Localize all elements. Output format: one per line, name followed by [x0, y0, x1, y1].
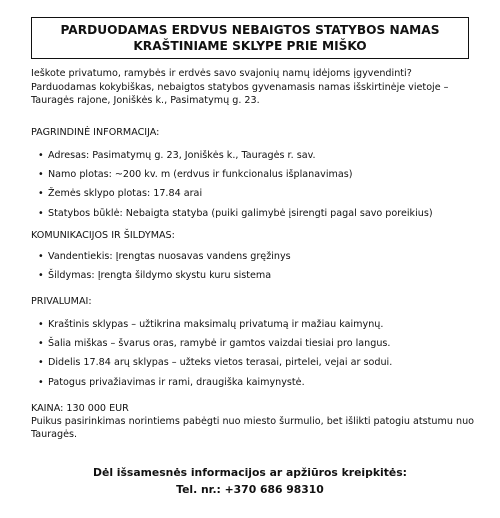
bullet-icon: •	[38, 338, 44, 350]
contact-line-1: Dėl išsamesnės informacijos ar apžiūros kreipkitės:	[93, 466, 407, 479]
intro-paragraph: Ieškote privatumo, ramybės ir erdvės savo svajonių namų idėjoms įgyvendinti? Parduodamas kokybiškas, nebaigtos statybos gyvenamasis namas išskirtinėje vietoje – Tauragės rajone, Joniškės k., Pasimatymų g. 23.	[31, 68, 449, 106]
price-note: Puikus pasirinkimas norintiems pabėgti nuo miesto šurmulio, bet išlikti patogiu atstumu nuo Tauragės.	[31, 416, 475, 440]
advantages-list	[31, 319, 471, 396]
list-item: • Kraštinis sklypas – užtikrina maksimalų privatumą ir mažiau kaimynų.	[38, 319, 384, 330]
bullet-icon: •	[38, 376, 44, 388]
title-line-2: KRAŠTINIAME SKLYPE PRIE MIŠKO	[133, 39, 367, 53]
bullet-icon: •	[38, 357, 44, 369]
list-item: • Patogus privažiavimas ir rami, draugiška kaimynystė.	[38, 376, 305, 388]
bullet-icon: •	[38, 251, 44, 262]
main-info-list	[31, 150, 471, 227]
main-info-heading: PAGRINDINĖ INFORMACIJA:	[31, 127, 160, 138]
bullet-icon: •	[38, 270, 44, 282]
list-item: • Namo plotas: ~200 kv. m (erdvus ir funkcionalus išplanavimas)	[38, 169, 353, 181]
contact-phone: Tel. nr.: +370 686 98310	[176, 483, 324, 496]
list-item: • Vandentiekis: Įrengtas nuosavas vandens gręžinys	[38, 251, 291, 262]
bullet-icon: •	[38, 150, 44, 161]
list-item: • Žemės sklypo plotas: 17.84 arai	[38, 188, 203, 200]
price-label: KAINA: 130 000 EUR	[31, 403, 129, 414]
list-item: • Didelis 17.84 arų sklypas – užteks vietos terasai, pirtelei, vejai ar sodui.	[38, 357, 393, 369]
bullet-icon: •	[38, 188, 44, 200]
list-item: • Adresas: Pasimatymų g. 23, Joniškės k., Tauragės r. sav.	[38, 150, 316, 161]
list-item: • Šalia miškas – švarus oras, ramybė ir gamtos vaizdai tiesiai pro langus.	[38, 338, 391, 350]
utilities-list	[31, 251, 471, 289]
bullet-icon: •	[38, 169, 44, 181]
bullet-icon: •	[38, 319, 44, 330]
list-item: • Šildymas: Įrengta šildymo skystu kuru sistema	[38, 270, 272, 282]
title-line-1: PARDUODAMAS ERDVUS NEBAIGTOS STATYBOS NAMAS	[60, 23, 440, 37]
contact-block	[31, 464, 469, 498]
utilities-heading: KOMUNIKACIJOS IR ŠILDYMAS:	[31, 230, 175, 241]
bullet-icon: •	[38, 207, 44, 219]
advantages-heading: PRIVALUMAI:	[31, 296, 92, 307]
title-box	[31, 17, 469, 59]
list-item: • Statybos būklė: Nebaigta statyba (puiki galimybė įsirengti pagal savo poreikius)	[38, 207, 433, 219]
